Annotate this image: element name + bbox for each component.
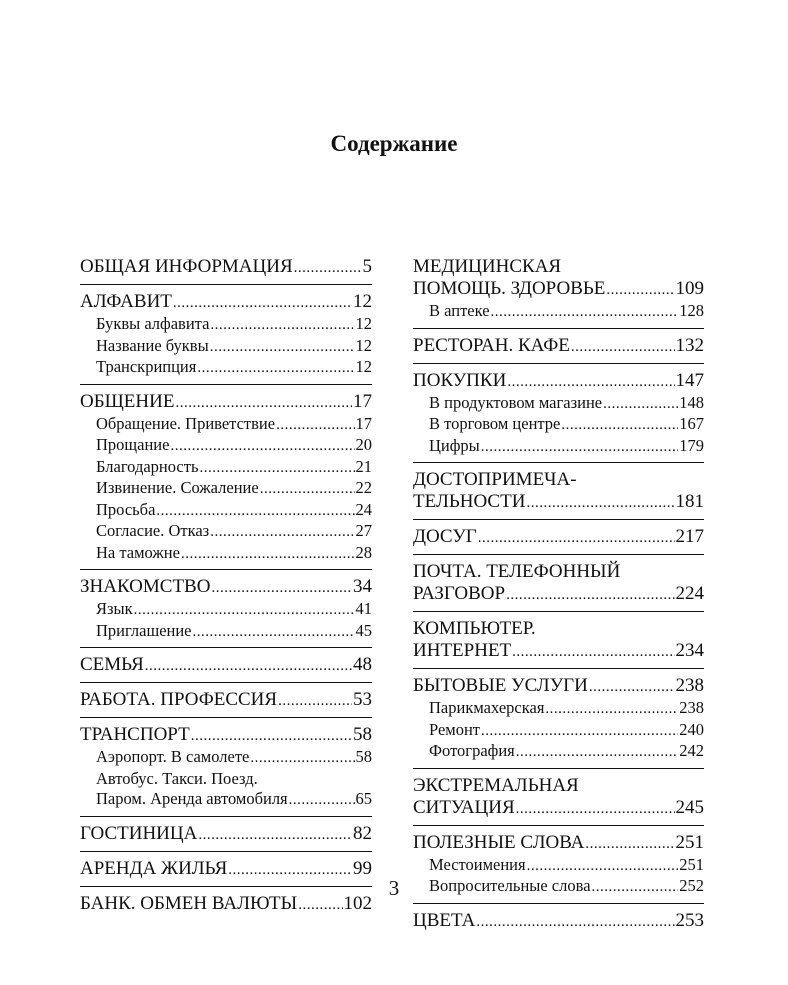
entry-page-number: 109 (675, 278, 704, 299)
entry-label: БАНК. ОБМЕН ВАЛЮТЫ (80, 892, 298, 914)
toc-section (413, 910, 704, 938)
entry-page-number: 45 (355, 620, 372, 640)
entry-label: Язык (96, 599, 133, 618)
dot-leader (481, 437, 678, 458)
toc-entry (80, 576, 372, 599)
toc-subentry (80, 521, 372, 543)
entry-page-number: 224 (675, 583, 704, 604)
toc-heading-line: ДОСТОПРИМЕЧА- (413, 469, 577, 490)
toc-subentry (80, 314, 372, 336)
entry-page-number: 253 (675, 909, 704, 931)
entry-label: Ремонт (429, 719, 481, 739)
toc-section (413, 469, 704, 520)
entry-page-number: 65 (355, 789, 372, 808)
dot-leader (516, 742, 678, 763)
entry-page-number: 167 (679, 414, 704, 433)
entry-label: На таможне (96, 542, 180, 562)
dot-leader (175, 392, 352, 414)
entry-label: РАЗГОВОР (413, 583, 506, 604)
dot-leader (289, 790, 355, 811)
toc-entry (80, 291, 372, 314)
entry-label: ОБЩЕНИЕ (80, 390, 175, 412)
entry-page-number: 53 (353, 689, 372, 710)
toc-subentry (80, 543, 372, 565)
toc-subentry (80, 435, 372, 457)
entry-label: РАБОТА. ПРОФЕССИЯ (80, 689, 278, 710)
toc-entry (413, 797, 704, 820)
toc-section (413, 335, 704, 364)
entry-label: ОБЩАЯ ИНФОРМАЦИЯ (80, 256, 293, 277)
entry-page-number: 12 (355, 335, 372, 355)
toc-subentry (413, 436, 704, 458)
entry-page-number: 17 (355, 413, 372, 433)
toc-subentry (80, 747, 372, 769)
dot-leader (603, 394, 678, 415)
toc-section (80, 291, 372, 385)
entry-page-number: 128 (679, 301, 704, 320)
dot-leader (507, 371, 674, 393)
toc-entry (80, 689, 372, 712)
dot-leader (199, 458, 354, 479)
dot-leader (589, 676, 675, 698)
entry-page-number: 28 (355, 542, 372, 562)
toc-subentry (80, 414, 372, 436)
dot-leader (526, 492, 674, 514)
toc-subentry (80, 457, 372, 479)
toc-heading-line: МЕДИЦИНСКАЯ (413, 256, 562, 277)
toc-entry (413, 491, 704, 514)
dot-leader (197, 358, 354, 379)
entry-label: СЕМЬЯ (80, 654, 144, 675)
entry-label: ПОМОЩЬ. ЗДОРОВЬЕ (413, 278, 606, 299)
dot-leader (250, 748, 354, 769)
toc-subentry (413, 414, 704, 436)
entry-page-number: 181 (675, 491, 704, 512)
toc-subentry (413, 393, 704, 415)
toc-entry (413, 526, 704, 549)
dot-leader (211, 577, 352, 599)
toc-entry (413, 370, 704, 393)
entry-label: Цифры (429, 435, 480, 455)
entry-label: ИНТЕРНЕТ (413, 640, 512, 661)
dot-leader (527, 856, 679, 877)
entry-page-number: 245 (675, 796, 704, 818)
entry-label: ЦВЕТА (413, 909, 476, 931)
entry-label: Парикмахерская (429, 698, 545, 717)
toc-section (80, 823, 372, 852)
entry-label: Согласие. Отказ (96, 521, 210, 540)
entry-page-number: 20 (355, 435, 372, 454)
toc-section (80, 724, 372, 817)
entry-label: В продуктовом магазине (429, 392, 603, 412)
toc-column-right (413, 256, 704, 944)
entry-label: ТЕЛЬНОСТИ (413, 491, 526, 512)
toc-entry (80, 823, 372, 846)
toc-entry (80, 391, 372, 414)
entry-page-number: 252 (679, 876, 704, 895)
entry-label: Прощание (96, 435, 170, 454)
toc-entry (413, 675, 704, 698)
dot-leader (571, 336, 675, 358)
dot-leader (191, 725, 352, 747)
entry-page-number: 102 (343, 892, 372, 914)
dot-leader (476, 911, 674, 933)
dot-leader (210, 522, 354, 543)
toc-section (80, 654, 372, 683)
dot-leader (512, 641, 674, 663)
entry-label: Транскрипция (96, 357, 197, 376)
entry-page-number: 99 (353, 857, 372, 879)
entry-label: АРЕНДА ЖИЛЬЯ (80, 857, 228, 879)
entry-page-number: 147 (675, 369, 704, 391)
entry-label: РЕСТОРАН. КАФЕ (413, 334, 570, 356)
dot-leader (193, 622, 355, 643)
entry-label: Буквы алфавита (96, 314, 210, 333)
dot-leader (260, 479, 355, 500)
toc-subentry-line: Автобус. Такси. Поезд. (96, 768, 258, 788)
toc-entry (413, 583, 704, 606)
toc-subentry (80, 599, 372, 621)
page-number: 3 (388, 876, 400, 900)
entry-page-number: 58 (353, 724, 372, 745)
toc-subentry (80, 789, 372, 811)
entry-page-number: 24 (355, 499, 372, 519)
entry-label: Благодарность (96, 456, 199, 476)
entry-label: ТРАНСПОРТ (80, 724, 190, 745)
entry-page-number: 12 (355, 357, 372, 376)
entry-label: АЛФАВИТ (80, 291, 172, 312)
entry-label: Просьба (96, 499, 156, 519)
entry-page-number: 242 (679, 741, 704, 760)
entry-label: БЫТОВЫЕ УСЛУГИ (413, 675, 588, 696)
toc-section (80, 576, 372, 648)
entry-page-number: 251 (679, 854, 704, 874)
toc-subentry (413, 855, 704, 877)
entry-label: Аэропорт. В самолете (96, 747, 250, 766)
dot-leader (481, 721, 678, 742)
dot-leader (606, 279, 674, 301)
toc-entry (80, 724, 372, 747)
entry-label: В аптеке (429, 301, 490, 320)
entry-page-number: 17 (353, 390, 372, 412)
entry-label: ПОКУПКИ (413, 369, 507, 391)
dot-leader (294, 257, 362, 279)
entry-label: Местоимения (429, 854, 526, 874)
toc-section (80, 391, 372, 571)
entry-page-number: 27 (355, 521, 372, 540)
toc-subentry (80, 621, 372, 643)
toc-entry (80, 256, 372, 279)
toc-column-left (80, 256, 372, 927)
entry-page-number: 238 (675, 675, 704, 696)
entry-label: ПОЛЕЗНЫЕ СЛОВА (413, 831, 585, 853)
dot-leader (516, 798, 675, 820)
toc-section (413, 370, 704, 464)
dot-leader (156, 501, 354, 522)
entry-page-number: 22 (355, 478, 372, 497)
toc-subentry (413, 301, 704, 323)
toc-heading-line: КОМПЬЮТЕР. (413, 618, 536, 639)
entry-label: СИТУАЦИЯ (413, 796, 515, 818)
toc-subentry (413, 698, 704, 720)
toc-section (80, 256, 372, 285)
toc-subentry (80, 336, 372, 358)
entry-label: Фотография (429, 741, 515, 760)
toc-entry (80, 654, 372, 677)
dot-leader (545, 699, 678, 720)
dot-leader (134, 600, 355, 621)
entry-label: Название буквы (96, 335, 209, 355)
toc-subentry (80, 357, 372, 379)
entry-page-number: 48 (353, 654, 372, 675)
entry-page-number: 217 (675, 526, 704, 547)
entry-page-number: 12 (355, 314, 372, 333)
dot-leader (491, 302, 679, 323)
page-title: Содержание (330, 131, 458, 156)
toc-section (80, 689, 372, 718)
dot-leader (210, 337, 355, 358)
toc-subentry (413, 720, 704, 742)
toc-section (413, 618, 704, 669)
toc-entry (413, 278, 704, 301)
entry-label: Паром. Аренда автомобиля (96, 789, 288, 808)
toc-heading-line: ПОЧТА. ТЕЛЕФОННЫЙ (413, 561, 621, 582)
toc-section (413, 256, 704, 329)
dot-leader (478, 527, 675, 549)
toc-section (413, 561, 704, 612)
toc-subentry (80, 500, 372, 522)
entry-page-number: 132 (675, 334, 704, 356)
entry-page-number: 58 (355, 747, 372, 766)
toc-entry (413, 832, 704, 855)
dot-leader (276, 415, 354, 436)
entry-label: Вопросительные слова (429, 876, 591, 895)
entry-label: Приглашение (96, 620, 192, 640)
dot-leader (170, 436, 354, 457)
entry-page-number: 21 (355, 456, 372, 476)
toc-heading-line: ЭКСТРЕМАЛЬНАЯ (413, 774, 579, 796)
entry-page-number: 5 (362, 256, 372, 277)
toc-section (413, 675, 704, 769)
entry-page-number: 148 (679, 392, 704, 412)
toc-subentry (80, 478, 372, 500)
dot-leader (181, 544, 355, 565)
entry-page-number: 179 (679, 435, 704, 455)
toc-entry (413, 335, 704, 358)
entry-label: ДОСУГ (413, 526, 477, 547)
dot-leader (278, 690, 352, 712)
entry-label: Обращение. Приветствие (96, 413, 276, 433)
entry-page-number: 82 (353, 822, 372, 844)
toc-section (413, 526, 704, 555)
dot-leader (561, 415, 678, 436)
entry-page-number: 251 (675, 831, 704, 853)
toc-entry (413, 910, 704, 933)
dot-leader (506, 584, 674, 606)
dot-leader (585, 833, 674, 855)
dot-leader (145, 655, 352, 677)
toc-section (413, 775, 704, 826)
entry-page-number: 234 (675, 640, 704, 661)
entry-label: ЗНАКОМСТВО (80, 576, 211, 597)
entry-label: ГОСТИНИЦА (80, 822, 198, 844)
entry-label: В торговом центре (429, 414, 561, 433)
entry-page-number: 12 (353, 291, 372, 312)
dot-leader (173, 292, 352, 314)
entry-label: Извинение. Сожаление (96, 478, 259, 497)
dot-leader (198, 824, 352, 846)
toc-subentry (413, 741, 704, 763)
entry-page-number: 238 (679, 698, 704, 717)
entry-page-number: 34 (353, 576, 372, 597)
toc-entry (413, 640, 704, 663)
entry-page-number: 41 (355, 599, 372, 618)
entry-page-number: 240 (679, 719, 704, 739)
dot-leader (210, 315, 354, 336)
